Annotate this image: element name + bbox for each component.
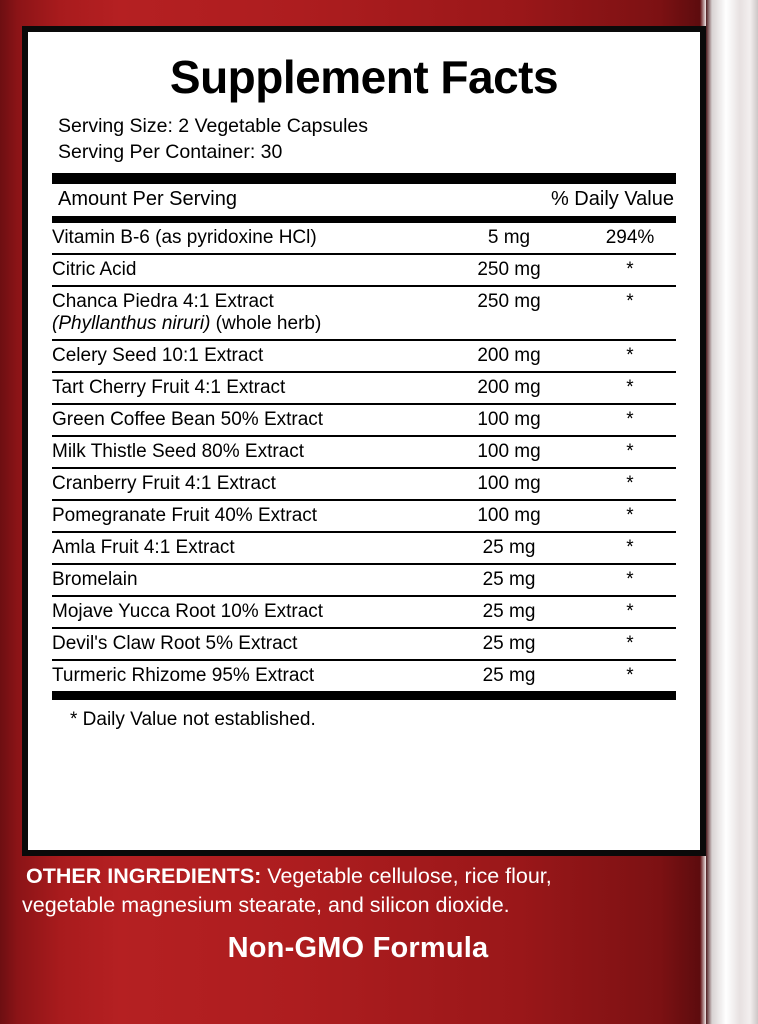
- table-row: [52, 660, 676, 691]
- ingredient-name: Mojave Yucca Root 10% Extract: [52, 596, 434, 628]
- ingredient-name: Green Coffee Bean 50% Extract: [52, 404, 434, 436]
- ingredient-amount: 100 mg: [434, 404, 584, 436]
- ingredient-name-sub: [52, 313, 434, 335]
- ingredient-daily-value: *: [584, 564, 676, 596]
- table-row: [52, 500, 676, 532]
- ingredient-amount: 100 mg: [434, 500, 584, 532]
- ingredient-name: Citric Acid: [52, 254, 434, 286]
- ingredient-name: Bromelain: [52, 564, 434, 596]
- table-row: [52, 468, 676, 500]
- ingredient-amount: 5 mg: [434, 223, 584, 254]
- ingredient-amount: 200 mg: [434, 340, 584, 372]
- ingredient-name: [52, 286, 434, 340]
- daily-value-footnote: * Daily Value not established.: [70, 708, 316, 730]
- ingredient-amount: 25 mg: [434, 628, 584, 660]
- ingredient-daily-value: *: [584, 340, 676, 372]
- ingredient-name-main: Chanca Piedra 4:1 Extract: [52, 290, 274, 312]
- table-row: [52, 436, 676, 468]
- ingredient-name: Cranberry Fruit 4:1 Extract: [52, 468, 434, 500]
- ingredients-table: [52, 223, 676, 691]
- ingredient-amount: 25 mg: [434, 532, 584, 564]
- table-row: [52, 628, 676, 660]
- table-row: [52, 532, 676, 564]
- ingredient-daily-value: *: [584, 286, 676, 340]
- ingredient-amount: 100 mg: [434, 436, 584, 468]
- ingredient-name: Devil's Claw Root 5% Extract: [52, 628, 434, 660]
- ingredient-amount: 100 mg: [434, 468, 584, 500]
- divider-thick-top: [52, 173, 676, 184]
- ingredient-amount: 25 mg: [434, 596, 584, 628]
- page-title: Supplement Facts: [169, 51, 559, 103]
- supplement-facts-panel: [28, 32, 700, 850]
- other-ingredients-text-2: vegetable magnesium stearate, and silicon dioxide.: [22, 893, 510, 918]
- ingredient-amount: 25 mg: [434, 564, 584, 596]
- ingredient-daily-value: *: [584, 532, 676, 564]
- table-row: [52, 223, 676, 254]
- serving-size-text: Serving Size: 2 Vegetable Capsules: [58, 115, 369, 137]
- table-row: [52, 404, 676, 436]
- amount-per-serving-header: Amount Per Serving: [58, 187, 237, 210]
- ingredient-amount: 25 mg: [482, 664, 536, 686]
- table-row: [52, 596, 676, 628]
- other-ingredients-text-1: Vegetable cellulose, rice flour,: [261, 864, 552, 888]
- ingredient-name: Milk Thistle Seed 80% Extract: [52, 436, 434, 468]
- ingredient-daily-value: *: [584, 596, 676, 628]
- divider-thick-bottom: [52, 691, 676, 700]
- ingredient-name: Vitamin B-6 (as pyridoxine HCl): [52, 223, 434, 254]
- table-header-row: [52, 184, 676, 216]
- ingredient-name: Amla Fruit 4:1 Extract: [52, 532, 434, 564]
- ingredient-daily-value: *: [584, 628, 676, 660]
- table-row: [52, 254, 676, 286]
- other-ingredients-line-1: [20, 862, 720, 891]
- other-ingredients-block: [20, 862, 720, 920]
- ingredient-daily-value: *: [584, 254, 676, 286]
- ingredient-daily-value: *: [584, 500, 676, 532]
- ingredient-name: Tart Cherry Fruit 4:1 Extract: [52, 372, 434, 404]
- supplement-facts-panel-border: [22, 26, 706, 856]
- table-row: [52, 564, 676, 596]
- ingredient-part-used: (whole herb): [210, 312, 322, 334]
- serving-per-container-text: Serving Per Container: 30: [58, 140, 283, 163]
- table-row: [52, 286, 676, 340]
- ingredient-daily-value: *: [584, 372, 676, 404]
- ingredient-daily-value: *: [584, 404, 676, 436]
- other-ingredients-heading: OTHER INGREDIENTS:: [26, 864, 262, 888]
- table-row: [52, 372, 676, 404]
- daily-value-header: % Daily Value: [550, 187, 674, 210]
- ingredient-name: Turmeric Rhizome 95% Extract: [52, 664, 315, 686]
- ingredient-daily-value: *: [584, 468, 676, 500]
- non-gmo-claim: Non-GMO Formula: [227, 932, 489, 964]
- ingredient-daily-value: *: [626, 664, 634, 686]
- ingredient-name: Pomegranate Fruit 40% Extract: [52, 500, 434, 532]
- ingredient-amount: 250 mg: [434, 286, 584, 340]
- ingredient-name: Celery Seed 10:1 Extract: [52, 340, 434, 372]
- ingredient-latin-name: (Phyllanthus niruri): [52, 312, 211, 334]
- ingredient-amount: 250 mg: [434, 254, 584, 286]
- ingredient-daily-value: *: [584, 436, 676, 468]
- divider-med-header: [52, 216, 676, 223]
- ingredient-daily-value: 294%: [584, 223, 676, 254]
- table-row: [52, 340, 676, 372]
- ingredient-amount: 200 mg: [434, 372, 584, 404]
